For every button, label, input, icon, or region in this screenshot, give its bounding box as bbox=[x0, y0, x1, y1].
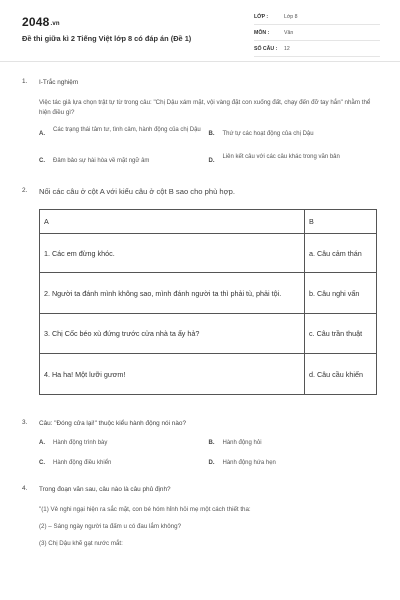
option-a[interactable] bbox=[39, 126, 209, 148]
logo-domain-text: .vn bbox=[50, 21, 60, 27]
document-meta bbox=[254, 13, 380, 61]
option-letter: C. bbox=[39, 158, 45, 164]
table-cell-a: 4. Ha ha! Một lưỡi gươm! bbox=[40, 354, 305, 395]
table-row bbox=[40, 314, 377, 354]
option-letter: B. bbox=[208, 440, 215, 446]
table-cell-b: b. Câu nghi vấn bbox=[305, 273, 377, 314]
table-row bbox=[40, 273, 377, 314]
question-title: Trong đoạn văn sau, câu nào là câu phủ định? bbox=[39, 486, 171, 493]
option-d[interactable] bbox=[209, 153, 379, 175]
table-cell-a: 3. Chị Cốc béo xù đứng trước cửa nhà ta ấy hả? bbox=[40, 314, 305, 354]
question-3 bbox=[22, 419, 378, 471]
option-b[interactable] bbox=[209, 439, 379, 451]
option-text: Hành động hứa hẹn bbox=[222, 460, 276, 466]
meta-row-class bbox=[254, 13, 380, 25]
question-number: 2. bbox=[22, 187, 28, 194]
matching-table bbox=[39, 209, 377, 395]
option-letter: C. bbox=[39, 460, 45, 466]
table-header-cell: B bbox=[305, 210, 377, 234]
option-text: Các trạng thái tâm tư, tình cảm, hành động của chị Dậu bbox=[53, 127, 201, 133]
exam-content bbox=[22, 78, 378, 548]
document-header bbox=[0, 0, 400, 62]
option-b[interactable] bbox=[209, 126, 379, 148]
table-cell-a: 1. Các em đừng khóc. bbox=[40, 234, 305, 273]
meta-row-subject bbox=[254, 29, 380, 41]
option-c[interactable] bbox=[39, 153, 209, 175]
document-title: Đề thi giữa kì 2 Tiếng Việt lớp 8 có đáp án (Đề 1) bbox=[22, 34, 192, 43]
table-cell-b: c. Câu trần thuật bbox=[305, 314, 377, 354]
option-text: Liên kết câu với các câu khác trong văn bản bbox=[222, 154, 340, 160]
meta-label: MÔN : bbox=[254, 30, 270, 36]
passage-line: "(1) Vẻ nghi ngại hiện ra sắc mặt, con bé hóm hỉnh hỏi mẹ một cách thiết tha: bbox=[39, 506, 251, 513]
option-text: Hành động hỏi bbox=[222, 440, 262, 446]
question-number: 3. bbox=[22, 419, 28, 426]
question-body: Việc tác giả lựa chọn trật tự từ trong câu: "Chị Dậu xám mặt, vội vàng đặt con xuống đất, chạy đến đỡ tay hắn" nhằm thể hiện điều gì? bbox=[39, 99, 371, 116]
option-letter: B. bbox=[208, 131, 215, 137]
site-logo[interactable] bbox=[22, 15, 60, 29]
passage-line: (2) – Sáng ngày người ta đấm u có đau lắm không? bbox=[39, 523, 182, 530]
meta-value: 12 bbox=[284, 46, 290, 52]
option-text: Đảm bảo sự hài hòa về mặt ngữ âm bbox=[53, 158, 150, 164]
option-a[interactable] bbox=[39, 439, 209, 451]
option-letter: A. bbox=[39, 440, 45, 446]
table-row bbox=[40, 354, 377, 395]
question-2 bbox=[22, 187, 378, 395]
option-d[interactable] bbox=[209, 459, 379, 471]
question-title: I-Trắc nghiệm bbox=[39, 79, 79, 86]
table-header-cell: A bbox=[40, 210, 305, 234]
question-number: 1. bbox=[22, 78, 28, 85]
table-cell-a: 2. Người ta đánh mình không sao, mình đánh người ta thì phải tù, phải tội. bbox=[40, 273, 305, 314]
option-text: Thứ tự các hoạt động của chị Dậu bbox=[222, 131, 314, 137]
table-cell-b: d. Câu cầu khiến bbox=[305, 354, 377, 395]
option-letter: D. bbox=[208, 158, 215, 164]
answer-options bbox=[39, 126, 378, 175]
answer-options bbox=[39, 439, 378, 471]
question-title: Câu: "Đóng cửa lại!" thuộc kiểu hành động nói nào? bbox=[39, 420, 187, 427]
meta-value: Lớp 8 bbox=[284, 14, 298, 20]
question-4 bbox=[22, 485, 378, 548]
table-row bbox=[40, 234, 377, 273]
table-header-row bbox=[40, 210, 377, 234]
option-text: Hành động trình bày bbox=[53, 440, 108, 446]
option-letter: A. bbox=[39, 131, 45, 137]
question-number: 4. bbox=[22, 485, 28, 492]
question-1 bbox=[22, 78, 378, 175]
option-c[interactable] bbox=[39, 459, 209, 471]
logo-main-text: 2048 bbox=[22, 15, 50, 29]
option-letter: D. bbox=[208, 460, 215, 466]
passage-line: (3) Chị Dậu khẽ gạt nước mắt: bbox=[39, 540, 123, 547]
meta-row-question-count bbox=[254, 45, 380, 57]
meta-value: Văn bbox=[284, 30, 294, 36]
question-title: Nối các câu ở cột A với kiểu câu ở cột B sao cho phù hợp. bbox=[39, 187, 235, 196]
meta-label: LỚP : bbox=[254, 14, 269, 20]
table-cell-b: a. Câu cảm thán bbox=[305, 234, 377, 273]
option-text: Hành động điều khiển bbox=[53, 460, 112, 466]
meta-label: SỐ CÂU : bbox=[254, 46, 278, 52]
